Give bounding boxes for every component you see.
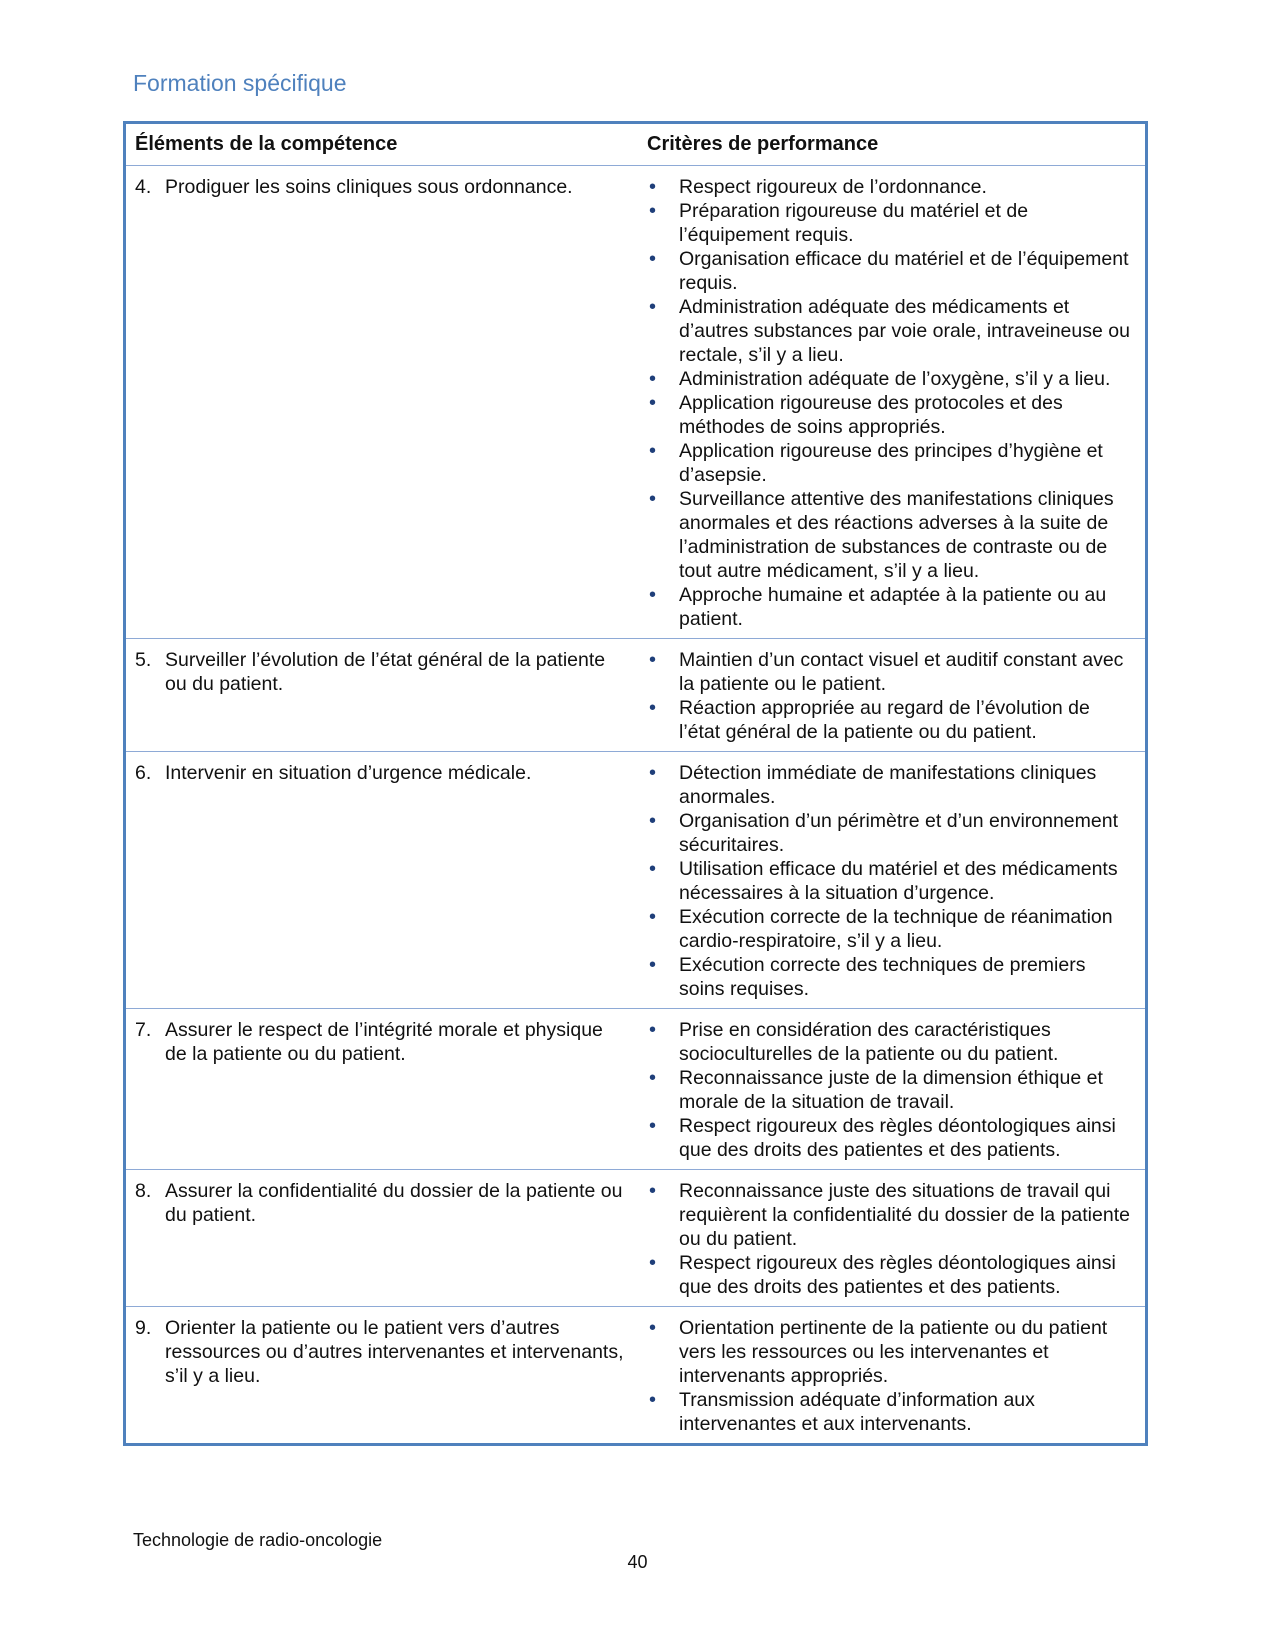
bullet-icon: • [649, 858, 657, 880]
criteria-text: Administration adéquate des médicaments et d’autres substances par voie orale, intraveineuse ou rectale, s’il y a lieu. [679, 296, 1130, 366]
page-number: 40 [627, 1552, 648, 1572]
element-text: Prodiguer les soins cliniques sous ordonnance. [165, 176, 573, 198]
criteria-list [647, 1179, 1135, 1299]
criteria-item [647, 648, 1135, 696]
criteria-item [647, 295, 1135, 367]
criteria-text: Orientation pertinente de la patiente ou du patient vers les ressources ou les intervenantes et intervenants appropriés. [679, 1317, 1108, 1387]
criteria-cell [638, 639, 1145, 752]
criteria-text: Transmission adéquate d’information aux intervenantes et aux intervenants. [679, 1389, 1035, 1435]
criteria-list [647, 1018, 1135, 1162]
table-row [126, 1009, 1145, 1170]
header-elements: Éléments de la compétence [126, 124, 638, 166]
criteria-text: Utilisation efficace du matériel et des médicaments nécessaires à la situation d’urgence. [679, 858, 1118, 904]
element-number: 7. [135, 1019, 152, 1041]
criteria-item [647, 439, 1135, 487]
criteria-item [647, 809, 1135, 857]
criteria-item [647, 175, 1135, 199]
bullet-icon: • [649, 810, 657, 832]
element-text: Assurer le respect de l’intégrité morale et physique de la patiente ou du patient. [165, 1019, 603, 1065]
criteria-item [647, 1179, 1135, 1251]
element-cell [126, 1307, 638, 1444]
table-row [126, 752, 1145, 1009]
criteria-text: Respect rigoureux de l’ordonnance. [679, 176, 987, 198]
element-number: 9. [135, 1317, 152, 1339]
bullet-icon: • [649, 762, 657, 784]
criteria-text: Exécution correcte de la technique de réanimation cardio-respiratoire, s’il y a lieu. [679, 906, 1113, 952]
criteria-item [647, 1316, 1135, 1388]
criteria-item [647, 247, 1135, 295]
bullet-icon: • [649, 440, 657, 462]
table-row [126, 639, 1145, 752]
bullet-icon: • [649, 1252, 657, 1274]
criteria-text: Exécution correcte des techniques de premiers soins requises. [679, 954, 1086, 1000]
bullet-icon: • [649, 200, 657, 222]
criteria-text: Respect rigoureux des règles déontologiques ainsi que des droits des patientes et des patients. [679, 1115, 1116, 1161]
criteria-text: Prise en considération des caractéristiques socioculturelles de la patiente ou du patient. [679, 1019, 1059, 1065]
element-text: Orienter la patiente ou le patient vers d’autres ressources ou d’autres intervenantes et intervenants, s’il y a lieu. [165, 1317, 624, 1387]
criteria-text: Préparation rigoureuse du matériel et de l’équipement requis. [679, 200, 1029, 246]
table-header-row [126, 124, 1145, 166]
header-criteria: Critères de performance [638, 124, 1145, 166]
bullet-icon: • [649, 1115, 657, 1137]
criteria-cell [638, 1009, 1145, 1170]
element-number: 8. [135, 1180, 152, 1202]
footer-document-title: Technologie de radio-oncologie [133, 1530, 383, 1550]
criteria-text: Détection immédiate de manifestations cliniques anormales. [679, 762, 1097, 808]
bullet-icon: • [649, 1180, 657, 1202]
criteria-text: Administration adéquate de l’oxygène, s’il y a lieu. [679, 368, 1111, 390]
section-title: Formation spécifique [133, 70, 347, 96]
criteria-text: Application rigoureuse des protocoles et des méthodes de soins appropriés. [679, 392, 1063, 438]
criteria-item [647, 1251, 1135, 1299]
bullet-icon: • [649, 906, 657, 928]
bullet-icon: • [649, 584, 657, 606]
element-text: Assurer la confidentialité du dossier de la patiente ou du patient. [165, 1180, 623, 1226]
bullet-icon: • [649, 697, 657, 719]
bullet-icon: • [649, 649, 657, 671]
criteria-item [647, 857, 1135, 905]
criteria-text: Organisation efficace du matériel et de l’équipement requis. [679, 248, 1129, 294]
criteria-cell [638, 1307, 1145, 1444]
element-cell [126, 752, 638, 1009]
criteria-item [647, 367, 1135, 391]
criteria-item [647, 1018, 1135, 1066]
table-row [126, 166, 1145, 639]
criteria-item [647, 761, 1135, 809]
criteria-cell [638, 1170, 1145, 1307]
element-cell [126, 639, 638, 752]
bullet-icon: • [649, 488, 657, 510]
element-cell [126, 166, 638, 639]
criteria-text: Reconnaissance juste de la dimension éthique et morale de la situation de travail. [679, 1067, 1103, 1113]
criteria-item [647, 696, 1135, 744]
competence-table [123, 121, 1148, 1446]
criteria-text: Surveillance attentive des manifestations cliniques anormales et des réactions adverses à la suite de l’administration de substances de contraste ou de tout autre médicament, s’il y a lieu. [679, 488, 1114, 582]
criteria-cell [638, 752, 1145, 1009]
criteria-item [647, 953, 1135, 1001]
bullet-icon: • [649, 954, 657, 976]
table-row [126, 1170, 1145, 1307]
criteria-item [647, 1114, 1135, 1162]
criteria-text: Respect rigoureux des règles déontologiques ainsi que des droits des patientes et des patients. [679, 1252, 1116, 1298]
element-number: 4. [135, 176, 152, 198]
element-number: 6. [135, 762, 152, 784]
element-text: Surveiller l’évolution de l’état général de la patiente ou du patient. [165, 649, 606, 695]
element-cell [126, 1009, 638, 1170]
table-row [126, 1307, 1145, 1444]
criteria-item [647, 391, 1135, 439]
element-cell [126, 1170, 638, 1307]
criteria-item [647, 905, 1135, 953]
bullet-icon: • [649, 248, 657, 270]
bullet-icon: • [649, 1317, 657, 1339]
criteria-item [647, 583, 1135, 631]
criteria-list [647, 1316, 1135, 1436]
criteria-text: Organisation d’un périmètre et d’un environnement sécuritaires. [679, 810, 1119, 856]
criteria-item [647, 1066, 1135, 1114]
bullet-icon: • [649, 1067, 657, 1089]
criteria-item [647, 1388, 1135, 1436]
criteria-cell [638, 166, 1145, 639]
bullet-icon: • [649, 392, 657, 414]
criteria-text: Reconnaissance juste des situations de travail qui requièrent la confidentialité du dossier de la patiente ou du patient. [679, 1180, 1130, 1250]
bullet-icon: • [649, 1019, 657, 1041]
criteria-text: Approche humaine et adaptée à la patiente ou au patient. [679, 584, 1107, 630]
bullet-icon: • [649, 1389, 657, 1411]
criteria-item [647, 199, 1135, 247]
criteria-text: Maintien d’un contact visuel et auditif constant avec la patiente ou le patient. [679, 649, 1124, 695]
bullet-icon: • [649, 296, 657, 318]
criteria-list [647, 648, 1135, 744]
criteria-item [647, 487, 1135, 583]
criteria-list [647, 175, 1135, 631]
criteria-text: Application rigoureuse des principes d’hygiène et d’asepsie. [679, 440, 1103, 486]
element-text: Intervenir en situation d’urgence médicale. [165, 762, 532, 784]
bullet-icon: • [649, 176, 657, 198]
criteria-list [647, 761, 1135, 1001]
bullet-icon: • [649, 368, 657, 390]
criteria-text: Réaction appropriée au regard de l’évolution de l’état général de la patiente ou du patient. [679, 697, 1090, 743]
element-number: 5. [135, 649, 152, 671]
